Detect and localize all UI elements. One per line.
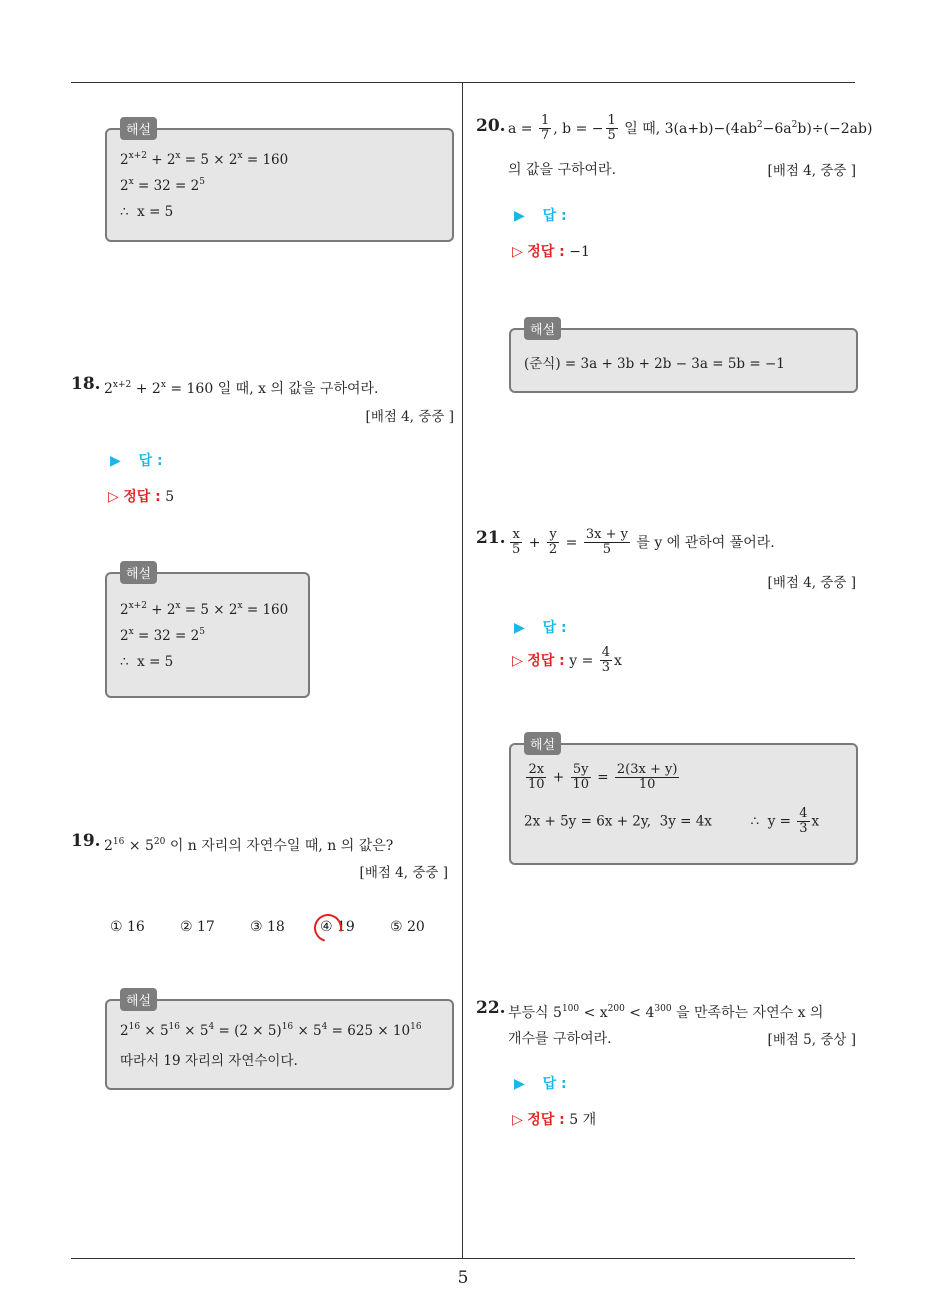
q21-correct-label: 정답 : <box>527 652 565 669</box>
q20-answer-label: 답 : <box>542 208 567 224</box>
q18-expl-line2: $2^x = 32 = 2^5$ <box>120 627 205 644</box>
q18-text-suffix: 일 때, x 의 값을 구하여라. <box>213 381 379 397</box>
answer-triangle-icon: ▶ <box>514 1076 525 1092</box>
q19-explanation-tag: 해설 <box>120 988 157 1011</box>
q22-number: 22. <box>476 998 506 1018</box>
q20-number: 20. <box>476 116 506 136</box>
q17-expl-line1: $2^{x+2} + 2^x = 5 \times 2^x = 160$ <box>120 151 289 168</box>
q20-correct-value: −1 <box>569 244 590 260</box>
q21-explanation-box <box>509 743 858 865</box>
q22-correct-label: 정답 : <box>527 1112 565 1128</box>
correct-triangle-icon: ▷ <box>512 652 523 669</box>
q18-number: 18. <box>71 374 101 394</box>
top-rule <box>71 82 855 83</box>
q20-text-line2: 의 값을 구하여라. <box>508 162 617 178</box>
q19-meta: [배점 4, 중중 ] <box>359 865 448 881</box>
q19-choice-5[interactable]: ⑤ 20 <box>390 919 425 935</box>
q18-correct-value: 5 <box>165 489 175 505</box>
q17-expl-line2: $2^x = 32 = 2^5$ <box>120 177 205 194</box>
answer-triangle-icon: ▶ <box>514 620 525 636</box>
q19-expl-line2: 따라서 19 자리의 자연수이다. <box>120 1053 298 1069</box>
q21-text: $\frac{x}{5}$ + $\frac{y}{2}$ = $\frac{3x + y}{5}$ 를 y 에 관하여 풀어라. <box>512 527 775 558</box>
q20-explanation-tag: 해설 <box>524 317 561 340</box>
q20-explanation-box <box>509 328 858 393</box>
q19-choice-4[interactable]: ④ 19 <box>320 919 355 935</box>
q18-expl-line1: $2^{x+2} + 2^x = 5 \times 2^x = 160$ <box>120 601 289 618</box>
q21-meta: [배점 4, 중중 ] <box>767 575 856 591</box>
q19-number: 19. <box>71 831 101 851</box>
q20-answer-row[interactable] <box>514 205 567 225</box>
q20-correct-label: 정답 : <box>527 244 565 260</box>
q22-correct-row <box>512 1109 596 1129</box>
q18-explanation-box <box>105 572 310 698</box>
column-divider <box>462 83 463 1259</box>
q17-explanation-box <box>105 128 454 242</box>
q19-expl-line1: $2^{16} \times 5^{16} \times 5^4 = (2 \times 5)^{16} \times 5^4 = 625 \times 10^{16}$ <box>120 1022 422 1039</box>
q19-text-suffix: 이 n 자리의 자연수일 때, n 의 값은? <box>165 838 394 854</box>
correct-triangle-icon: ▷ <box>512 244 523 260</box>
q22-answer-label: 답 : <box>542 1076 567 1092</box>
correct-triangle-icon: ▷ <box>108 489 119 505</box>
q18-meta: [배점 4, 중중 ] <box>365 409 454 425</box>
q21-explanation-tag: 해설 <box>524 732 561 755</box>
q21-expl-line2: 2x + 5y = 6x + 2y, 3y = 4x ∴ y = $\frac{4}{3}$ x <box>524 806 820 837</box>
q22-answer-row[interactable] <box>514 1073 567 1093</box>
q19-text: $2^{16} \times 5^{20}$ 이 n 자리의 자연수일 때, n 의 값은? <box>104 837 394 854</box>
q18-expl-line3: ∴ x = 5 <box>120 654 174 670</box>
q18-correct-row <box>108 486 174 506</box>
q17-explanation-tag: 해설 <box>120 117 157 140</box>
q20-correct-row <box>512 241 590 261</box>
q22-correct-value: 5 개 <box>569 1112 597 1128</box>
q21-answer-row[interactable] <box>514 617 567 637</box>
q21-text-suffix: 를 y 에 관하여 풀어라. <box>636 534 775 551</box>
q22-text-line2: 개수를 구하여라. <box>508 1031 612 1047</box>
q21-number: 21. <box>476 528 506 548</box>
q21-correct-value: y = $\frac{4}{3}$ x <box>569 645 622 676</box>
q21-expl-line1: $\frac{2x}{10}$ + $\frac{5y}{10}$ = $\frac{2(3x + y)}{10}$ <box>528 762 678 793</box>
q19-choice-2[interactable]: ② 17 <box>180 919 215 935</box>
correct-triangle-icon: ▷ <box>512 1112 523 1128</box>
q21-correct-row <box>512 646 622 676</box>
answer-triangle-icon: ▶ <box>514 208 525 224</box>
q18-text: $2^{x+2} + 2^x = 160$ 일 때, x 의 값을 구하여라. <box>104 380 379 397</box>
q18-answer-row[interactable] <box>110 450 163 470</box>
q18-explanation-tag: 해설 <box>120 561 157 584</box>
q19-explanation-box <box>105 999 454 1090</box>
selected-answer-circle <box>309 909 347 947</box>
q22-text: 부등식 $5^{100} < x^{200} < 4^{300}$ 을 만족하는 자연수 x 의 <box>508 1004 824 1021</box>
q19-choice-3[interactable]: ③ 18 <box>250 919 285 935</box>
q22-meta: [배점 5, 중상 ] <box>767 1032 856 1048</box>
answer-triangle-icon: ▶ <box>110 453 121 469</box>
q17-expl-line3: ∴ x = 5 <box>120 204 174 220</box>
q20-meta: [배점 4, 중중 ] <box>767 163 856 179</box>
q18-correct-label: 정답 : <box>123 489 161 505</box>
q20-expl-line1: (준식) = 3a + 3b + 2b − 3a = 5b = −1 <box>524 356 785 372</box>
q21-answer-label: 답 : <box>542 620 567 636</box>
page-number: 5 <box>457 1268 469 1288</box>
q18-answer-label: 답 : <box>138 453 163 469</box>
q20-text: a = $\frac{1}{7}$ , b = − $\frac{1}{5}$ 일 때, $3(a+b)-(4ab^2-6a^2b)\div(-2ab)$ <box>508 113 873 144</box>
bottom-rule <box>71 1258 855 1259</box>
q19-choice-1[interactable]: ① 16 <box>110 919 145 935</box>
